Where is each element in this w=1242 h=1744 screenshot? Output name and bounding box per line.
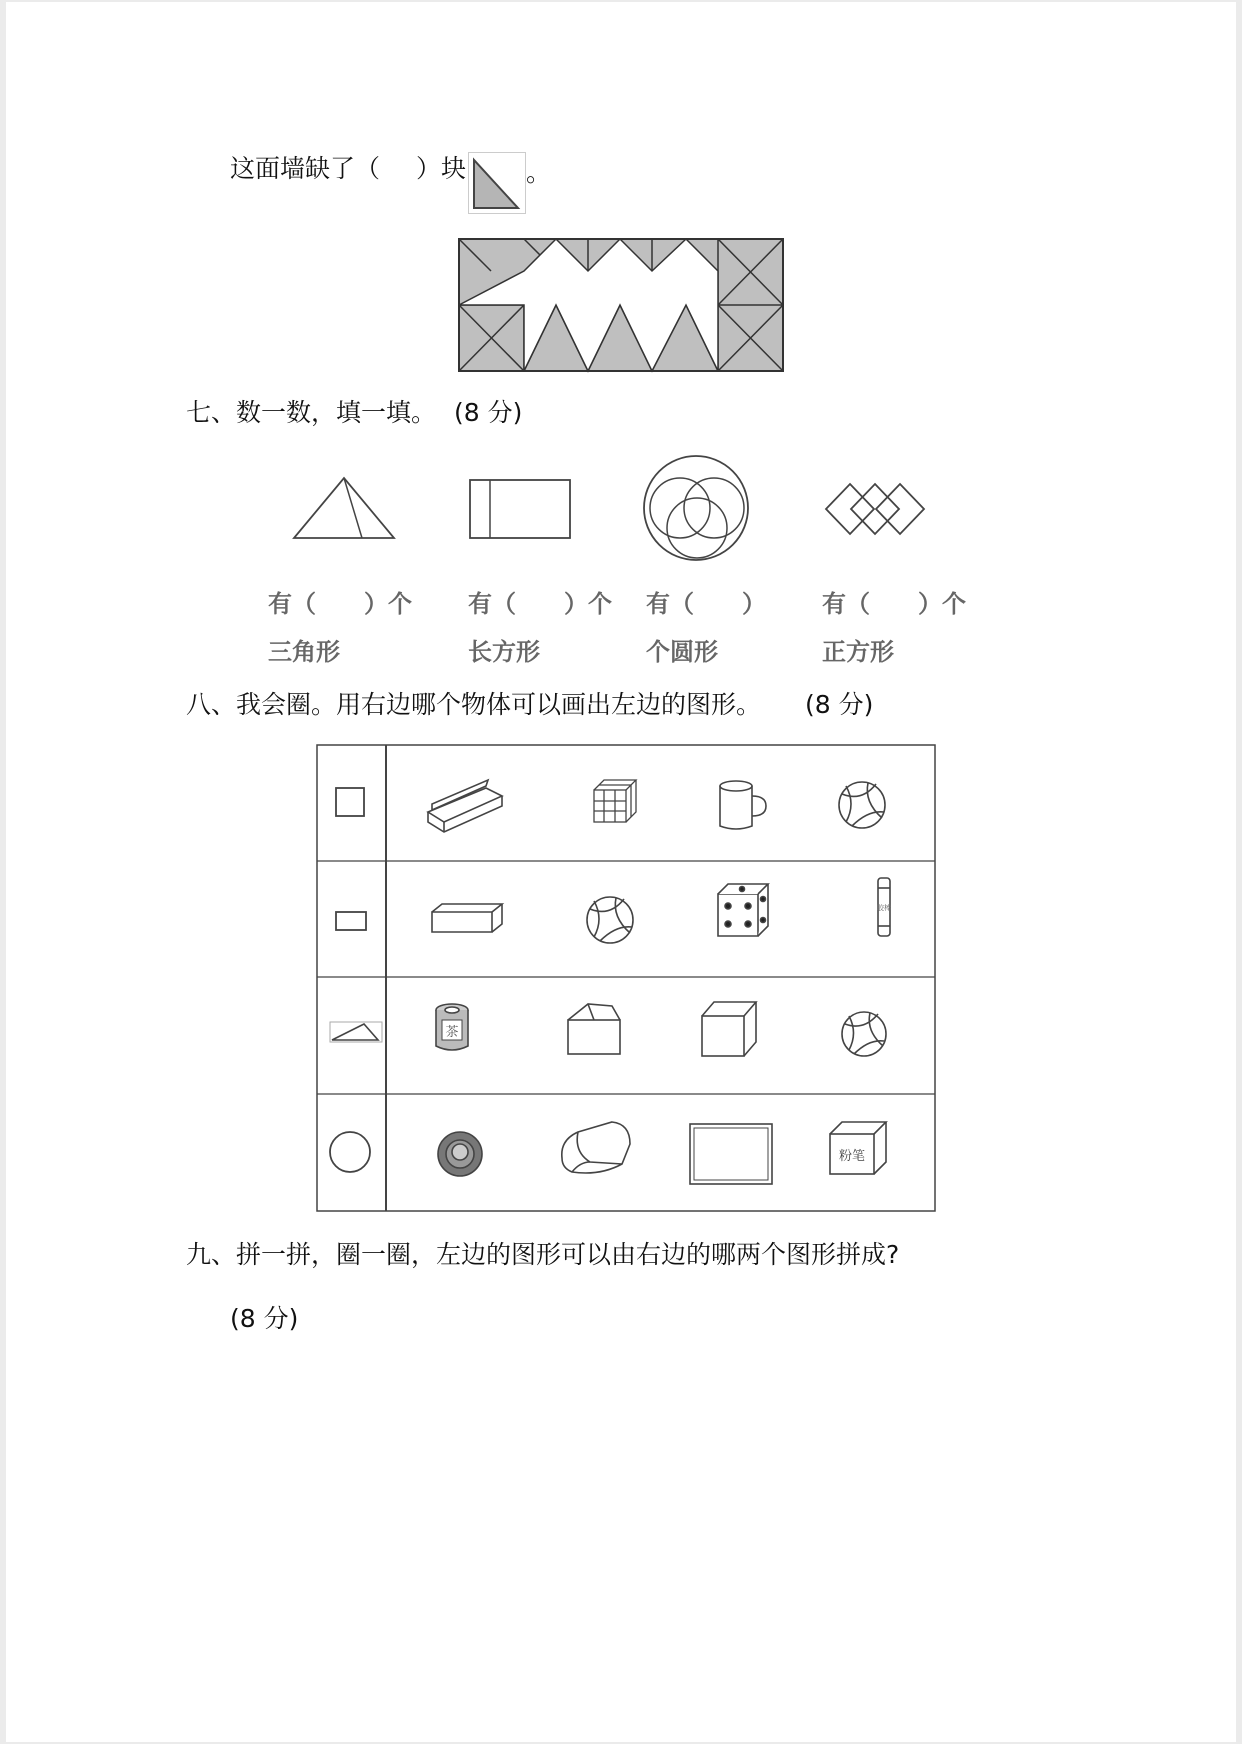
count-triangle-label: 三角形 [268, 637, 340, 666]
chalk-box-label: 粉笔 [838, 1149, 866, 1164]
section7-title [186, 398, 522, 428]
section8-score: (8 分) [805, 690, 874, 719]
wall-question-before: 这面墙缺了（ [230, 154, 381, 183]
wall-figure [458, 238, 784, 372]
count-triangle-blank: 有（ ）个 [268, 589, 412, 618]
rectangle-count-figure [468, 478, 572, 540]
section8-title-text: 八、我会圈。用右边哪个物体可以画出左边的图形。 [186, 690, 762, 719]
section7-title-text: 七、数一数，填一填。 [186, 398, 437, 427]
circle-count-figure [642, 450, 750, 562]
triangle-tile-icon [468, 152, 526, 214]
wall-question-after: ）块 [416, 154, 467, 183]
wall-question-end: 。 [526, 158, 552, 187]
worksheet-page [6, 2, 1236, 1742]
coin-battery-object [438, 1132, 482, 1176]
count-square-blank: 有（ ）个 [822, 589, 966, 618]
glue-stick-label: 胶棒 [877, 904, 891, 912]
section9-score: (8 分) [230, 1304, 299, 1333]
section9-title: 九、拼一拼，圈一圈，左边的图形可以由右边的哪两个图形拼成? [186, 1240, 900, 1269]
section7-score: (8 分) [454, 398, 523, 427]
triangle-count-figure [292, 476, 396, 540]
wall-question-text [230, 154, 466, 184]
count-rectangle-label: 长方形 [468, 637, 540, 666]
square-count-figure [822, 480, 928, 538]
count-circle-label: 个圆形 [646, 637, 718, 666]
tea-can-label: 茶 [445, 1025, 459, 1040]
count-circle-blank: 有（ ） [646, 589, 766, 618]
count-square-label: 正方形 [822, 637, 894, 666]
count-rectangle-blank: 有（ ）个 [468, 589, 612, 618]
object-match-table [316, 744, 936, 1212]
section8-title [186, 690, 873, 720]
